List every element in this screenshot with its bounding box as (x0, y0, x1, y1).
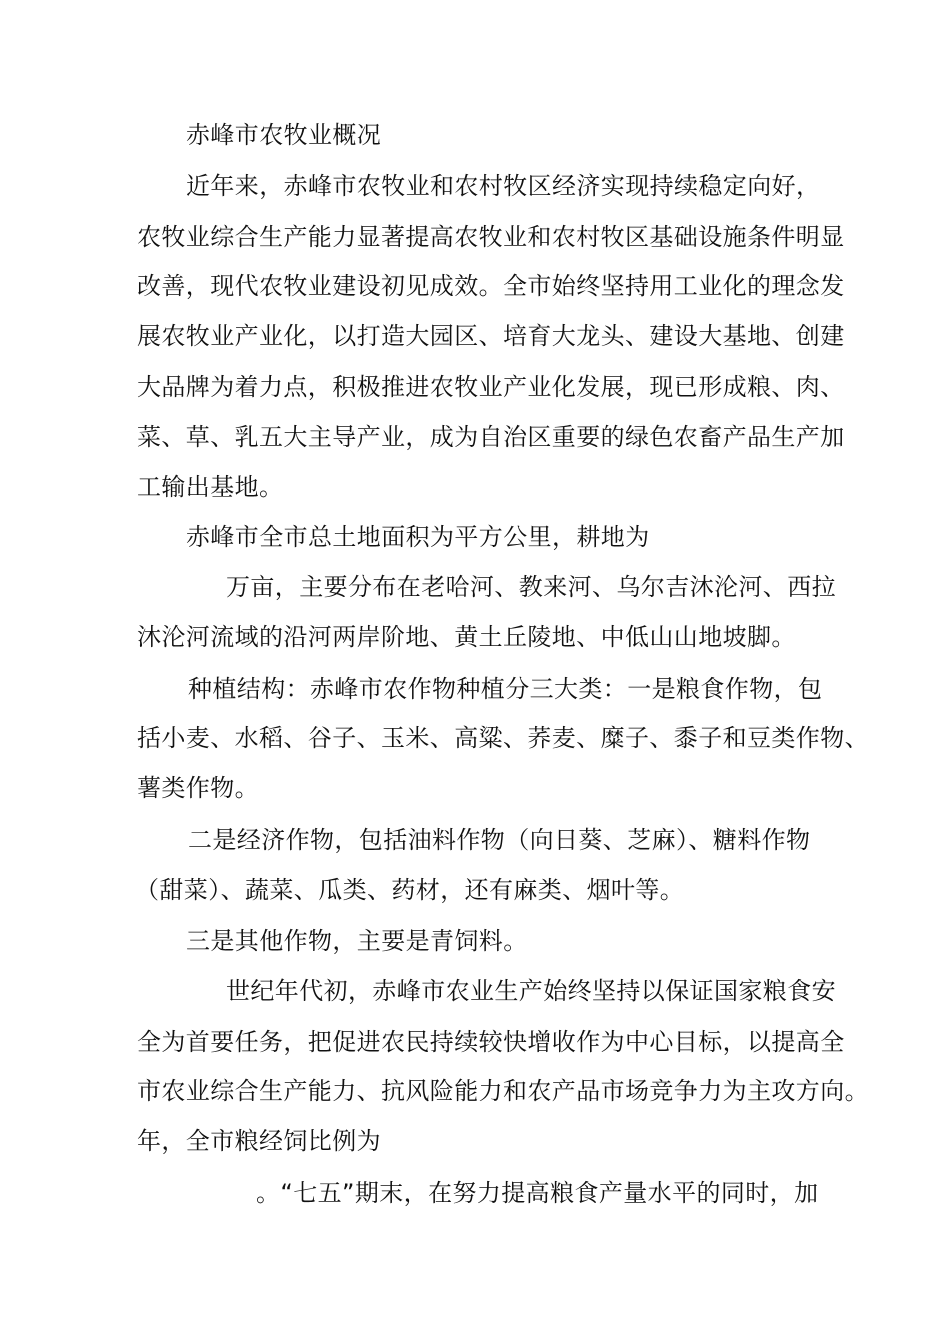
paragraph-6-line-2: 全为首要任务，把促进农民持续较快增收作为中心目标，以提高全 (137, 1028, 845, 1056)
paragraph-5-line-1: 三是其他作物，主要是青饲料。 (186, 927, 528, 955)
paragraph-2-line-1: 赤峰市全市总土地面积为平方公里，耕地为 (186, 523, 650, 551)
paragraph-1-line-5: 大品牌为着力点，积极推进农牧业产业化发展，现已形成粮、肉、 (137, 373, 845, 401)
paragraph-6-line-3: 市农业综合生产能力、抗风险能力和农产品市场竞争力为主攻方向。 (137, 1077, 869, 1105)
paragraph-1-line-3: 改善，现代农牧业建设初见成效。全市始终坚持用工业化的理念发 (137, 272, 845, 300)
paragraph-3-line-2: 括小麦、水稻、谷子、玉米、高粱、荞麦、糜子、黍子和豆类作物、 (137, 724, 869, 752)
paragraph-4-line-1: 二是经济作物，包括油料作物（向日葵、芝麻）、糖料作物 (188, 826, 811, 854)
paragraph-1-line-7: 工输出基地。 (137, 473, 284, 501)
paragraph-6-line-4: 年，全市粮经饲比例为 (137, 1127, 381, 1155)
paragraph-2-line-3: 沐沦河流域的沿河两岸阶地、黄土丘陵地、中低山山地坡脚。 (137, 623, 796, 651)
paragraph-6-line-1: 世纪年代初，赤峰市农业生产始终坚持以保证国家粮食安 (226, 977, 836, 1005)
paragraph-3-line-3: 薯类作物。 (137, 774, 259, 802)
paragraph-7-line-1: 。“七五”期末，在努力提高粮食产量水平的同时，加 (256, 1179, 819, 1207)
paragraph-1-line-2: 农牧业综合生产能力显著提高农牧业和农村牧区基础设施条件明显 (137, 223, 845, 251)
paragraph-4-line-2: （甜菜）、蔬菜、瓜类、药材，还有麻类、烟叶等。 (135, 876, 685, 904)
paragraph-1-line-6: 菜、草、乳五大主导产业，成为自治区重要的绿色农畜产品生产加 (137, 423, 845, 451)
paragraph-2-line-2: 万亩，主要分布在老哈河、教来河、乌尔吉沐沦河、西拉 (226, 573, 836, 601)
paragraph-3-line-1: 种植结构：赤峰市农作物种植分三大类：一是粮食作物，包 (188, 675, 823, 703)
document-title: 赤峰市农牧业概况 (186, 121, 382, 149)
paragraph-1-line-4: 展农牧业产业化，以打造大园区、培育大龙头、建设大基地、创建 (137, 322, 845, 350)
paragraph-1-line-1: 近年来，赤峰市农牧业和农村牧区经济实现持续稳定向好， (186, 172, 821, 200)
